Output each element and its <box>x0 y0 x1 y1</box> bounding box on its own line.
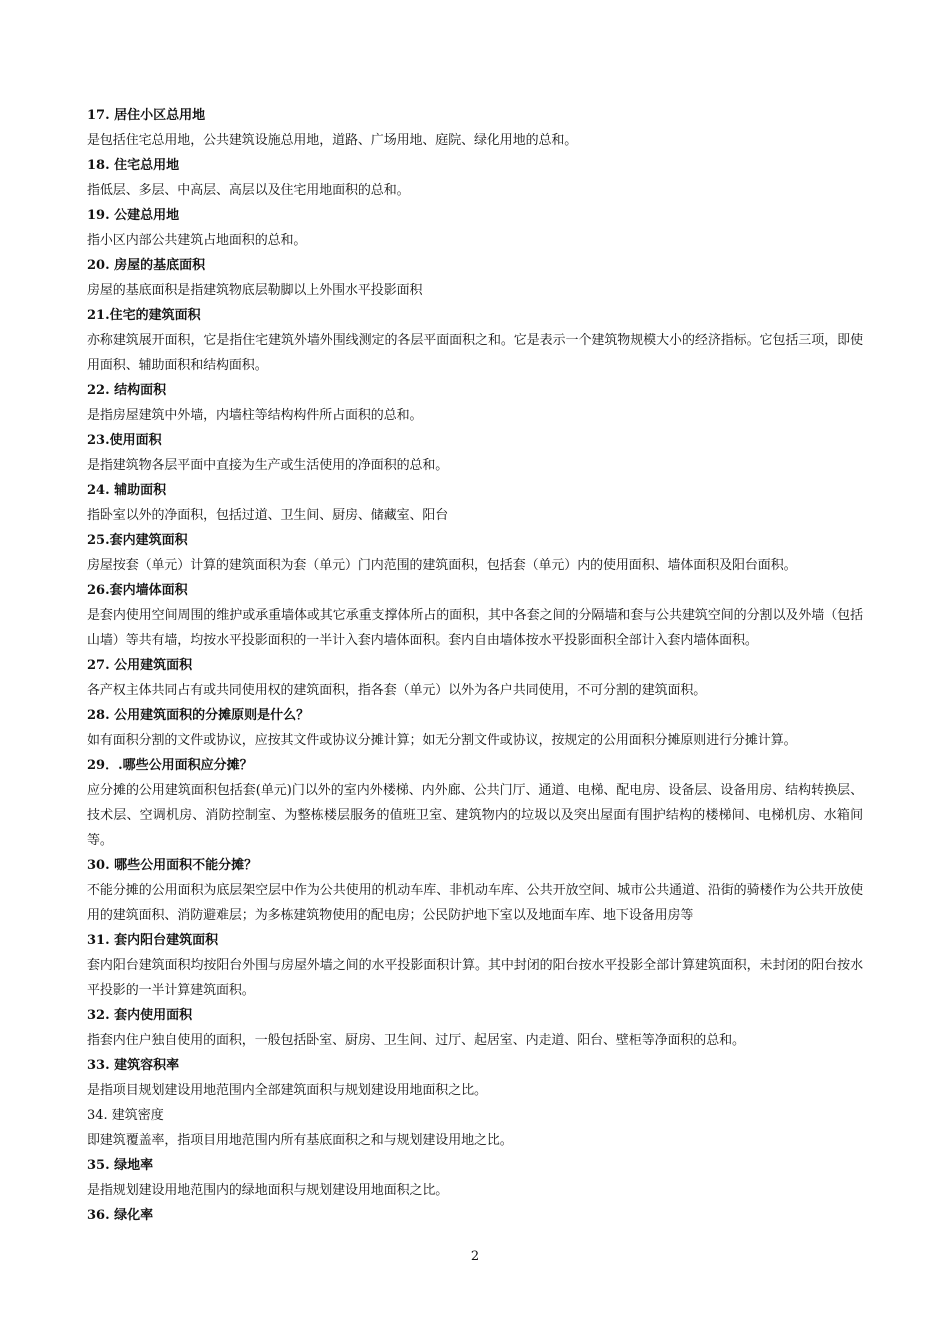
entry-title: 17. 居住小区总用地 <box>87 108 206 123</box>
entry-title: 18. 住宅总用地 <box>87 158 180 173</box>
entry-title: 36. 绿化率 <box>87 1208 154 1223</box>
entry-title: 32. 套内使用面积 <box>87 1008 193 1023</box>
entry-body: 房屋按套（单元）计算的建筑面积为套（单元）门内范围的建筑面积，包括套（单元）内的使用面积、墙体面积及阳台面积。 <box>87 558 797 573</box>
entry-title: 20. 房屋的基底面积 <box>87 258 206 273</box>
entry-title: 33. 建筑容积率 <box>87 1058 180 1073</box>
entry-body: 指套内住户独自使用的面积，一般包括卧室、厨房、卫生间、过厅、起居室、内走道、阳台、壁柜等净面积的总和。 <box>87 1033 745 1048</box>
entry-title: 24. 辅助面积 <box>87 483 167 498</box>
entry-body: 是包括住宅总用地，公共建筑设施总用地，道路、广场用地、庭院、绿化用地的总和。 <box>87 133 578 148</box>
entry-body: 亦称建筑展开面积，它是指住宅建筑外墙外围线测定的各层平面面积之和。它是表示一个建筑物规模大小的经济指标。它包括三项，即使用面积、辅助面积和结构面积。 <box>87 333 863 373</box>
entry-title: 19. 公建总用地 <box>87 208 180 223</box>
entry-title: 29．.哪些公用面积应分摊？ <box>87 758 253 773</box>
entry-body: 是指房屋建筑中外墙，内墙柱等结构构件所占面积的总和。 <box>87 408 423 423</box>
entry-body: 应分摊的公用建筑面积包括套(单元)门以外的室内外楼梯、内外廊、公共门厅、通道、电梯、配电房、设备层、设备用房、结构转换层、技术层、空调机房、消防控制室、为整栋楼层服务的值班卫室、建筑物内的垃圾以及突出屋面有围护结构的楼梯间、电梯机房、水箱间等。 <box>87 783 863 848</box>
document-body <box>87 103 863 1228</box>
entry-title: 30. 哪些公用面积不能分摊？ <box>87 858 258 873</box>
entry-body: 套内阳台建筑面积均按阳台外围与房屋外墙之间的水平投影面积计算。其中封闭的阳台按水平投影全部计算建筑面积，未封闭的阳台按水平投影的一半计算建筑面积。 <box>87 958 863 998</box>
entry-body: 指小区内部公共建筑占地面积的总和。 <box>87 233 307 248</box>
entry-body: 房屋的基底面积是指建筑物底层勒脚以上外围水平投影面积 <box>87 283 423 298</box>
entry-body: 是指规划建设用地范围内的绿地面积与规划建设用地面积之比。 <box>87 1183 449 1198</box>
entry-title: 25.套内建筑面积 <box>87 533 188 548</box>
entry-title: 28. 公用建筑面积的分摊原则是什么？ <box>87 708 310 723</box>
entry-title: 31. 套内阳台建筑面积 <box>87 933 219 948</box>
entry-title: 21.住宅的建筑面积 <box>87 308 201 323</box>
entry-body: 是套内使用空间周围的维护或承重墙体或其它承重支撑体所占的面积，其中各套之间的分隔墙和套与公共建筑空间的分割以及外墙（包括山墙）等共有墙，均按水平投影面积的一半计入套内墙体面积。套内自由墙体按水平投影面积全部计入套内墙体面积。 <box>87 608 863 648</box>
entry-title: 27. 公用建筑面积 <box>87 658 193 673</box>
entry-body: 指卧室以外的净面积，包括过道、卫生间、厨房、储藏室、阳台 <box>87 508 449 523</box>
entry-body: 指低层、多层、中高层、高层以及住宅用地面积的总和。 <box>87 183 410 198</box>
entry-body: 如有面积分割的文件或协议，应按其文件或协议分摊计算；如无分割文件或协议，按规定的公用面积分摊原则进行分摊计算。 <box>87 733 797 748</box>
entry-title: 35. 绿地率 <box>87 1158 154 1173</box>
entry-body: 是指建筑物各层平面中直接为生产或生活使用的净面积的总和。 <box>87 458 449 473</box>
entry-body: 各产权主体共同占有或共同使用权的建筑面积，指各套（单元）以外为各户共同使用，不可分割的建筑面积。 <box>87 683 707 698</box>
entry-body: 不能分摊的公用面积为底层架空层中作为公共使用的机动车库、非机动车库、公共开放空间、城市公共通道、沿街的骑楼作为公共开放使用的建筑面积、消防避难层；为多栋建筑物使用的配电房；公民防护地下室以及地面车库、地下设备用房等 <box>87 883 863 923</box>
entry-title: 34. 建筑密度 <box>87 1108 164 1123</box>
entry-title: 22. 结构面积 <box>87 383 167 398</box>
entry-body: 是指项目规划建设用地范围内全部建筑面积与规划建设用地面积之比。 <box>87 1083 487 1098</box>
page-number: 2 <box>470 1249 480 1264</box>
entry-title: 23.使用面积 <box>87 433 162 448</box>
entry-body: 即建筑覆盖率，指项目用地范围内所有基底面积之和与规划建设用地之比。 <box>87 1133 513 1148</box>
entry-title: 26.套内墙体面积 <box>87 583 188 598</box>
